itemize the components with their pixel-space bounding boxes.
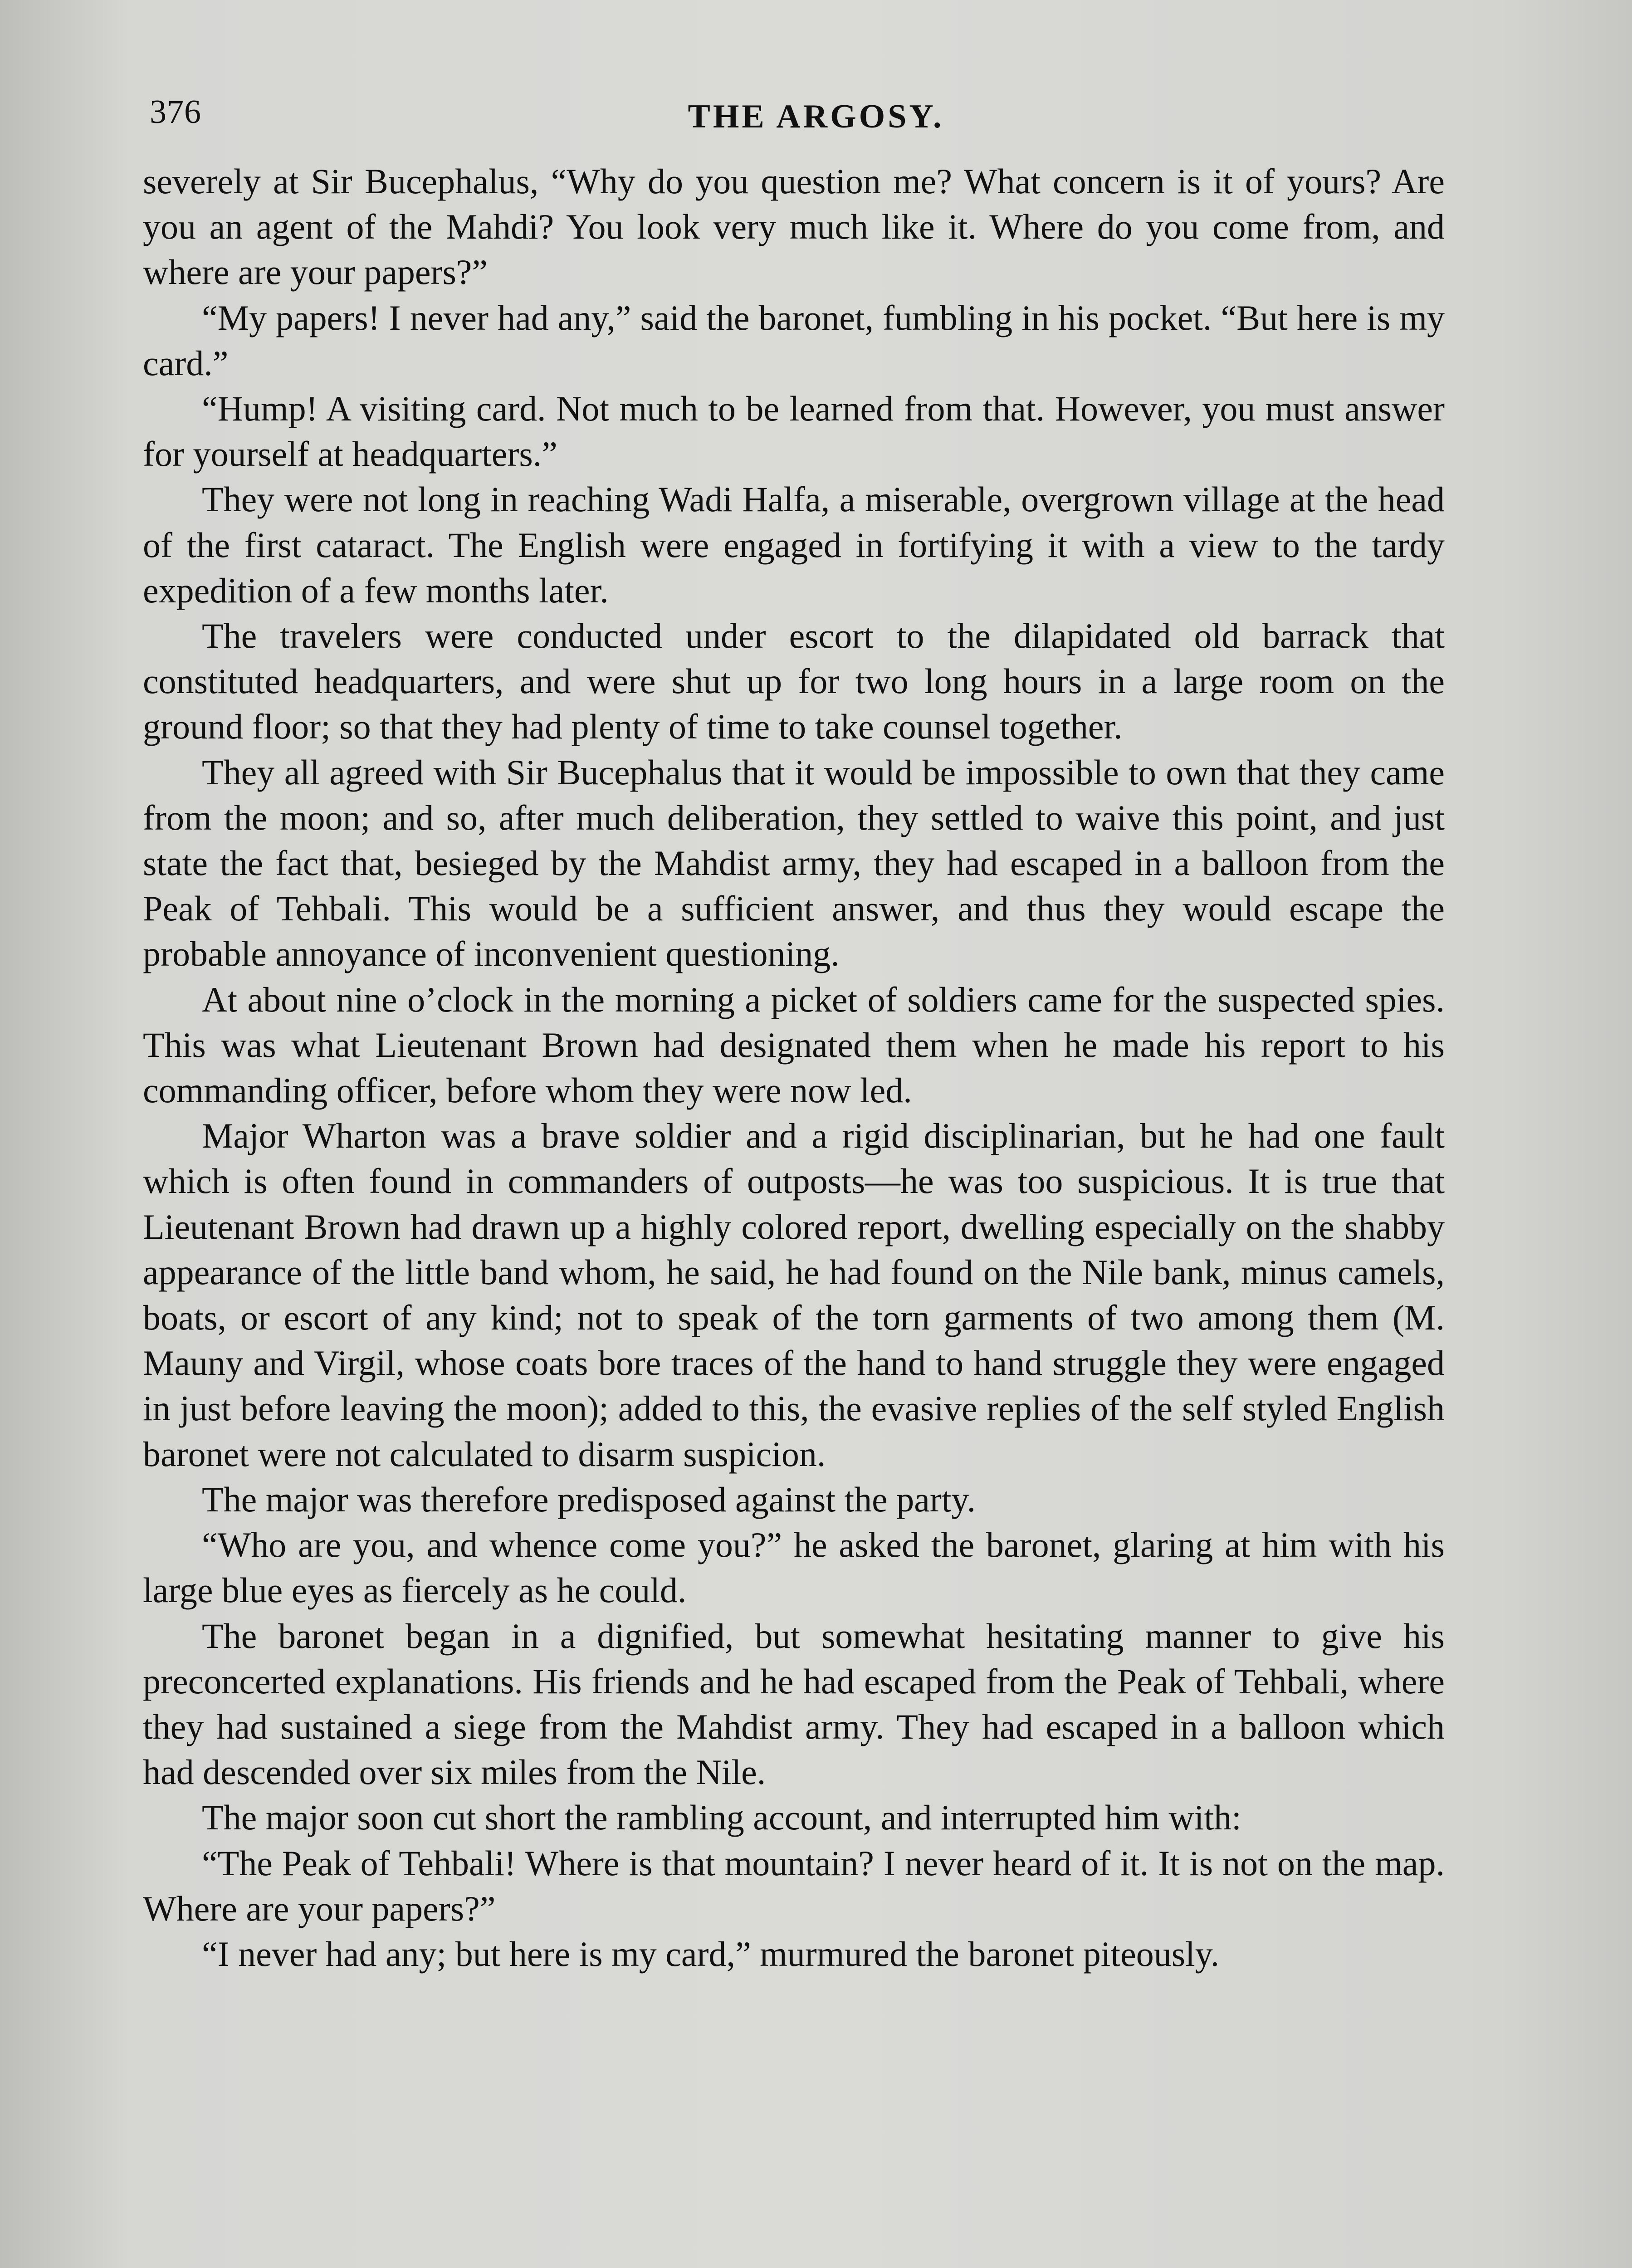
paragraph: The baronet began in a dignified, but somewhat hesitating manner to give his preconcerted explanations. His friends and he had escaped from the Peak of Tehbali, where they had sustained a siege from the Mahdist army. They had escaped in a balloon which had descended over six miles from the Nile. [143, 1616, 1445, 1792]
running-head: THE ARGOSY. [688, 98, 944, 135]
paragraph: “Who are you, and whence come you?” he asked the baronet, glaring at him with his large blue eyes as fiercely as he could. [143, 1525, 1445, 1610]
paragraph: severely at Sir Bucephalus, “Why do you question me? What concern is it of yours? Are you an agent of the Mahdi? You look very much like it. Where do you come from, and where are your papers?” [143, 161, 1445, 292]
paragraph: “The Peak of Tehbali! Where is that mountain? I never heard of it. It is not on the map. Where are your papers?” [143, 1843, 1445, 1928]
paragraph: At about nine o’clock in the morning a picket of soldiers came for the suspected spies. This was what Lieutenant Brown had designated them when he made his report to his commanding officer, before whom they were now led. [143, 979, 1445, 1110]
paragraph: They were not long in reaching Wadi Halfa, a miserable, overgrown village at the head of the first cataract. The English were engaged in fortifying it with a view to the tardy expedition of a few months later. [143, 479, 1445, 610]
paragraph: They all agreed with Sir Bucephalus that it would be impossible to own that they came from the moon; and so, after much deliberation, they settled to waive this point, and just state the fact that, besieged by the Mahdist army, they had escaped in a balloon from the Peak of Tehbali. This would be a sufficient answer, and thus they would escape the probable annoyance of inconvenient questioning. [143, 752, 1445, 974]
paragraph: “Hump! A visiting card. Not much to be learned from that. However, you must answer for yourself at headquarters.” [143, 389, 1445, 474]
paragraph: The travelers were conducted under escort to the dilapidated old barrack that constituted headquarters, and were shut up for two long hours in a large room on the ground floor; so that they had plenty of time to take counsel together. [143, 616, 1445, 747]
paragraph: Major Wharton was a brave soldier and a rigid disciplinarian, but he had one fault which is often found in commanders of outposts—he was too suspicious. It is true that Lieutenant Brown had drawn up a highly colored report, dwelling especially on the shabby appearance of the little band whom, he said, he had found on the Nile bank, minus camels, boats, or escort of any kind; not to speak of the torn garments of two among them (M. Mauny and Virgil, whose coats bore traces of the hand to hand struggle they were engaged in just before leaving the moon); added to this, the evasive replies of the self styled English baronet were not calculated to disarm suspicion. [143, 1116, 1445, 1474]
page-number: 376 [150, 93, 201, 131]
paragraph: The major soon cut short the rambling account, and interrupted him with: [202, 1798, 1241, 1838]
paragraph: The major was therefore predisposed against the party. [202, 1479, 976, 1519]
paragraph: “I never had any; but here is my card,” murmured the baronet piteously. [202, 1934, 1220, 1974]
body-text [143, 159, 1445, 1977]
paragraph: “My papers! I never had any,” said the baronet, fumbling in his pocket. “But here is my card.” [143, 298, 1445, 383]
